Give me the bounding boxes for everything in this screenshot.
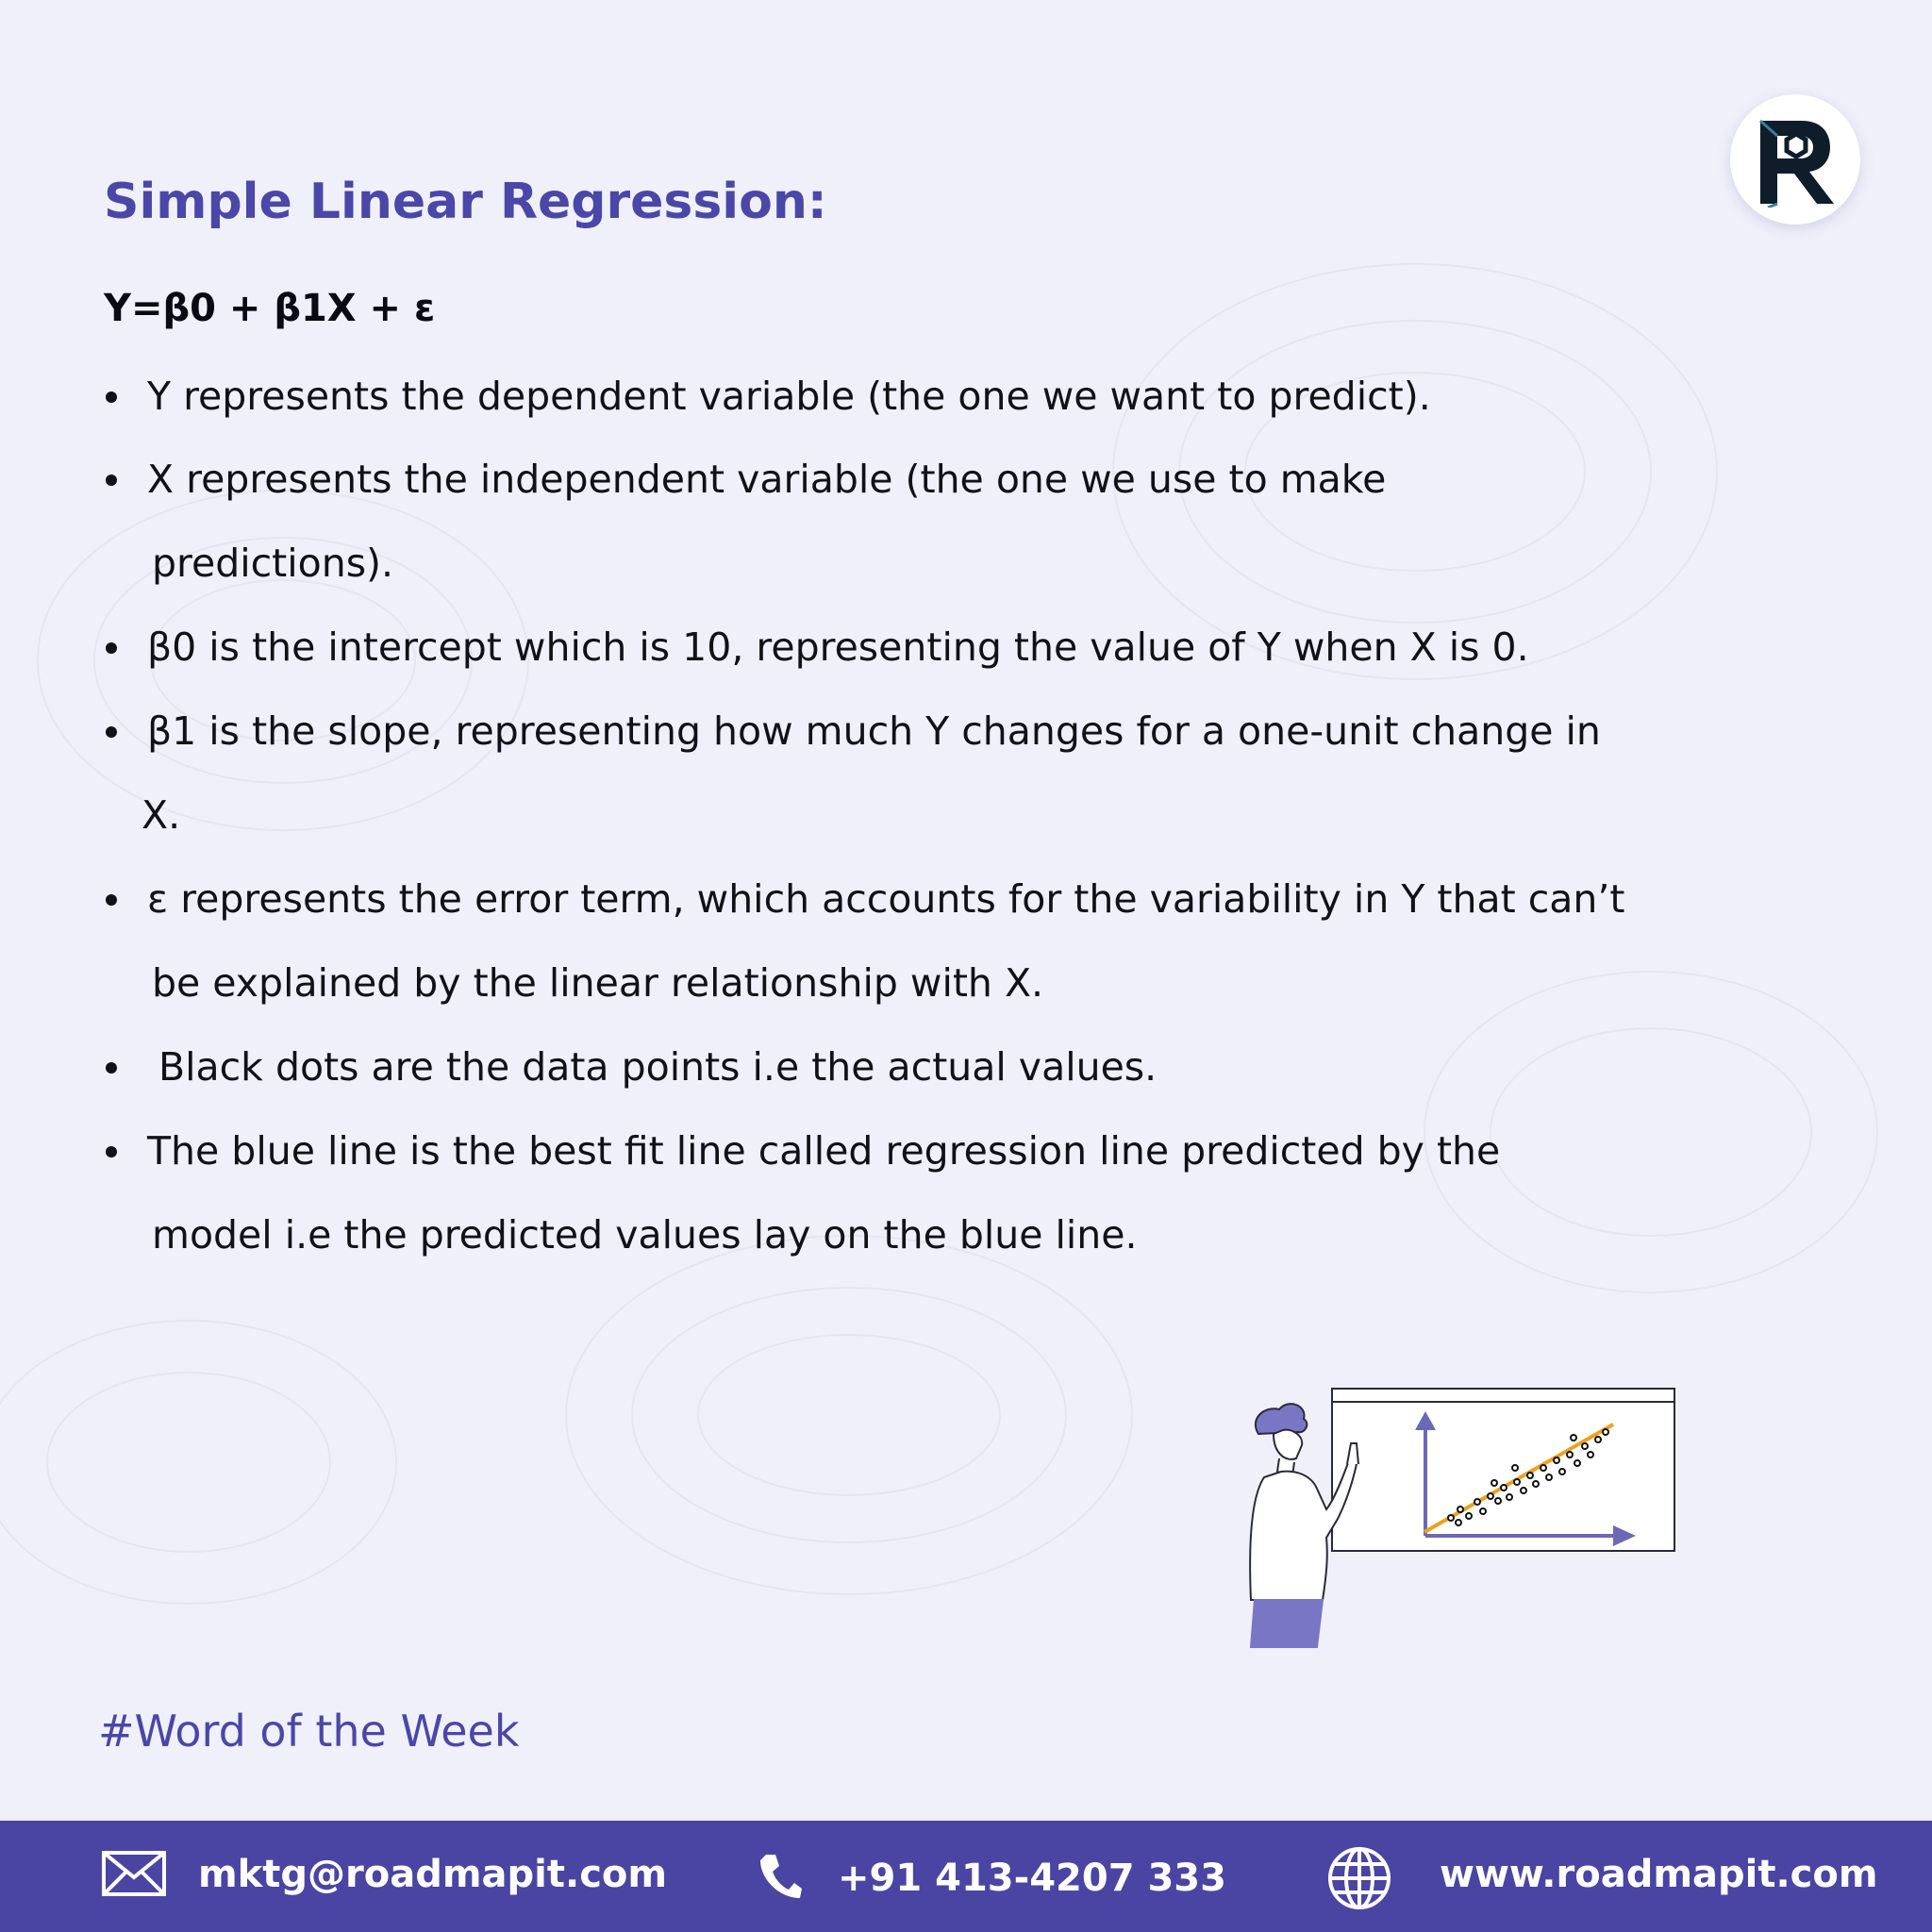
bullet-text: predictions). xyxy=(152,541,394,586)
bullet-text: The blue line is the best fit line called regression line predicted by the xyxy=(147,1128,1501,1174)
bullet-text: Black dots are the data points i.e the actual values. xyxy=(158,1044,1158,1090)
footer-bar xyxy=(0,1821,1932,1932)
bullet-text: β1 is the slope, representing how much Y changes for a one-unit change in xyxy=(147,708,1601,754)
bullet-dot-icon xyxy=(106,1146,117,1158)
regression-formula: Y=β0 + β1X + ε xyxy=(104,287,436,330)
phone-icon xyxy=(758,1853,802,1900)
bullet-dot-icon xyxy=(106,642,117,654)
bullet-dot-icon xyxy=(106,726,117,738)
bullet-text: be explained by the linear relationship with X. xyxy=(152,960,1044,1006)
bullet-text: X represents the independent variable (the one we use to make xyxy=(147,457,1387,502)
bullet-text: β0 is the intercept which is 10, representing the value of Y when X is 0. xyxy=(147,625,1529,670)
brand-logo xyxy=(1730,94,1860,225)
bullet-text: ε represents the error term, which accounts for the variability in Y that can’t xyxy=(147,876,1625,922)
bullet-dot-icon xyxy=(106,391,117,403)
footer-website-link[interactable]: www.roadmapit.com xyxy=(1440,1853,1878,1896)
roadmap-r-logo-icon xyxy=(1755,113,1838,208)
bullet-text: model i.e the predicted values lay on the blue line. xyxy=(152,1212,1138,1257)
footer-email-link[interactable]: mktg@roadmapit.com xyxy=(198,1853,668,1896)
envelope-icon xyxy=(102,1851,166,1896)
globe-icon xyxy=(1326,1845,1392,1911)
footer-phone-link[interactable]: +91 413-4207 333 xyxy=(838,1857,1226,1900)
bullet-dot-icon xyxy=(106,475,117,486)
bullet-text: X. xyxy=(142,792,181,838)
bullet-text: Y represents the dependent variable (the one we want to predict). xyxy=(147,374,1431,419)
hashtag-word-of-the-week: #Word of the Week xyxy=(98,1706,520,1757)
bullet-dot-icon xyxy=(106,894,117,906)
bullet-dot-icon xyxy=(106,1062,117,1074)
page-title: Simple Linear Regression: xyxy=(104,174,827,230)
person-presenting-scatter-plot-icon xyxy=(1236,1377,1689,1660)
